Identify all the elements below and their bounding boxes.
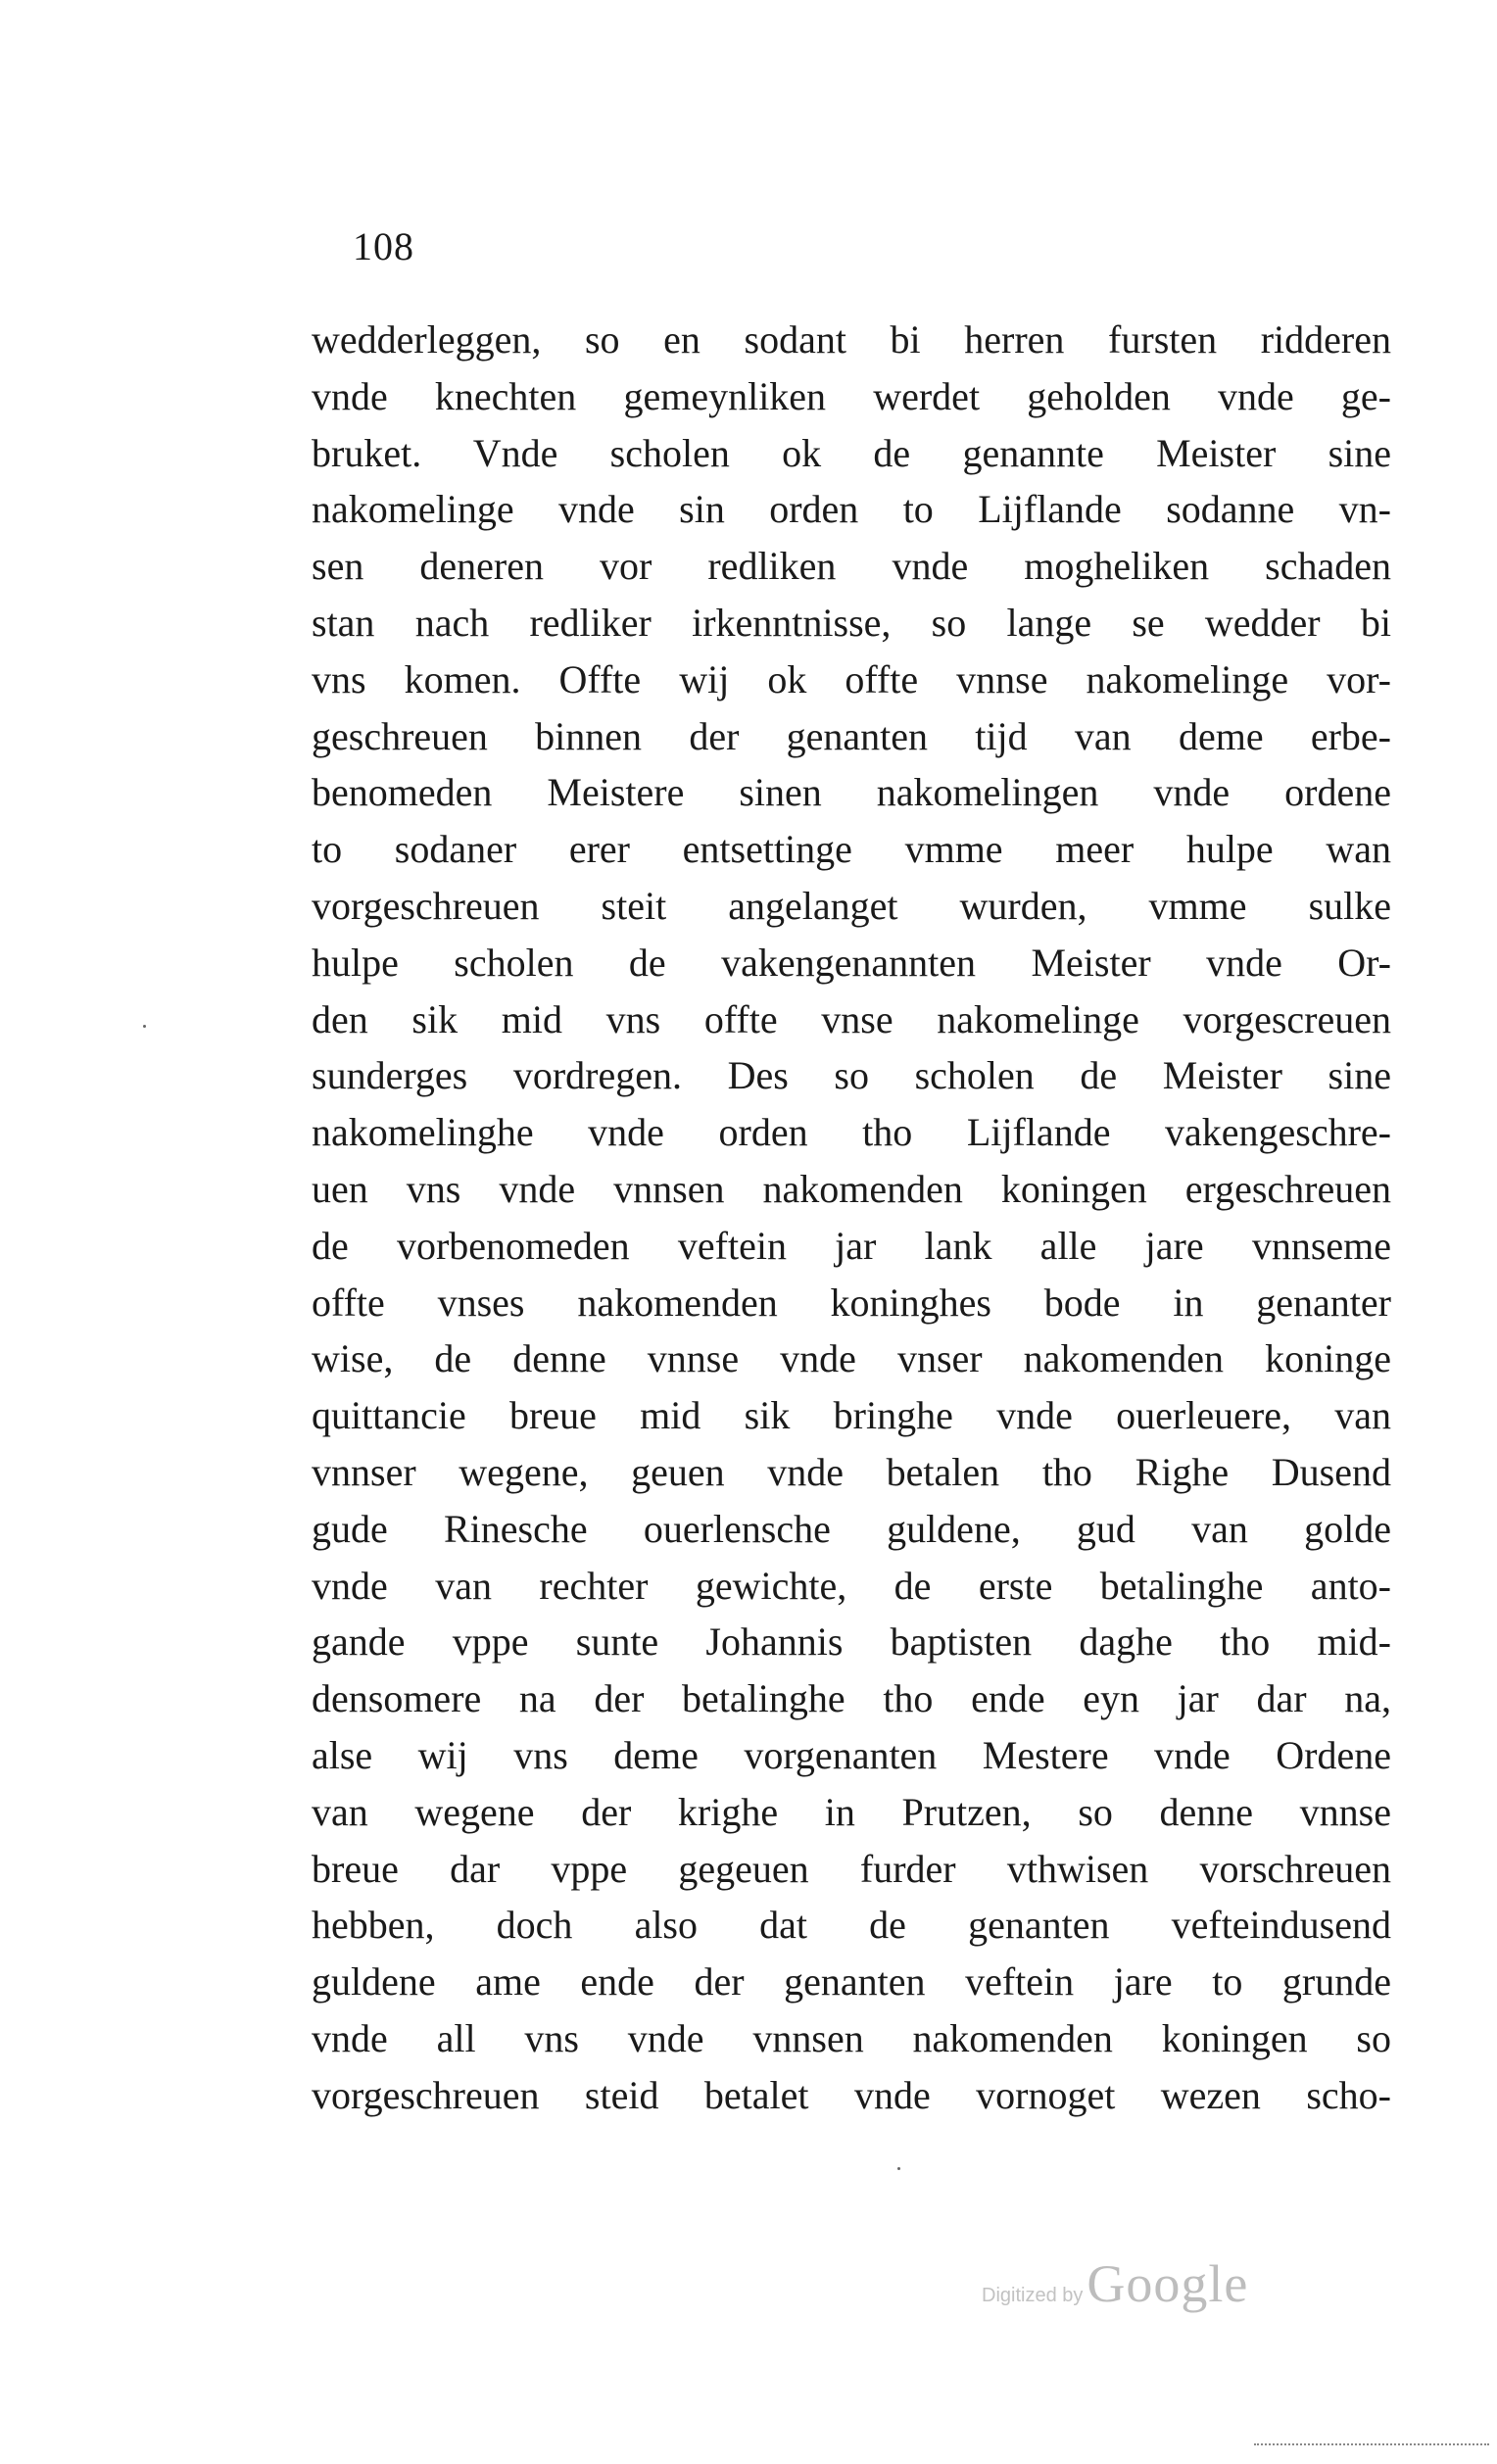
text-line: vorgeschreuen steid betalet vnde vornoget wezen scho- [312,2072,1391,2117]
text-line: de vorbenomeden veftein jar lank alle jare vnnseme [312,1223,1391,1268]
google-logo: Google [1087,2254,1249,2313]
text-line: geschreuen binnen der genanten tijd van deme erbe- [312,713,1391,758]
text-line: hulpe scholen de vakengenannten Meister vnde Or- [312,940,1391,985]
text-line: vnnser wegene, geuen vnde betalen tho Righe Dusend [312,1449,1391,1494]
text-line: den sik mid vns offte vnse nakomelinge vorgescreuen [312,996,1391,1041]
text-line: vnde van rechter gewichte, de erste betalinghe anto- [312,1563,1391,1608]
text-line: stan nach redliker irkenntnisse, so lange se wedder bi [312,600,1391,645]
text-line: van wegene der krighe in Prutzen, so denne vnnse [312,1789,1391,1834]
text-line: sunderges vordregen. Des so scholen de Meister sine [312,1053,1391,1098]
text-line: vnde all vns vnde vnnsen nakomenden koningen so [312,2015,1391,2060]
text-line: gude Rinesche ouerlensche guldene, gud van golde [312,1506,1391,1551]
text-line: wise, de denne vnnse vnde vnser nakomenden koninge [312,1336,1391,1381]
text-line: nakomelinghe vnde orden tho Lijflande vakengeschre- [312,1110,1391,1155]
scan-edge-marks [1254,2443,1489,2449]
text-line: wedderleggen, so en sodant bi herren fursten ridderen [312,317,1391,362]
text-line: breue dar vppe gegeuen furder vthwisen vorschreuen [312,1846,1391,1891]
text-line: vnde knechten gemeynliken werdet geholden vnde ge- [312,373,1391,418]
digitized-watermark [982,2253,1248,2312]
print-speck [143,1025,146,1028]
text-line: nakomelinge vnde sin orden to Lijflande sodanne vn- [312,487,1391,532]
text-line: to sodaner erer entsettinge vmme meer hulpe wan [312,827,1391,872]
text-line: sen deneren vor redliken vnde mogheliken schaden [312,544,1391,589]
text-line: uen vns vnde vnnsen nakomenden koningen ergeschreuen [312,1166,1391,1211]
text-line: hebben, doch also dat de genanten vefteindusend [312,1903,1391,1948]
text-line: gande vppe sunte Johannis baptisten daghe tho mid- [312,1619,1391,1665]
text-line: bruket. Vnde scholen ok de genannte Meister sine [312,430,1391,475]
body-text [312,312,1391,2124]
text-line: vns komen. Offte wij ok offte vnnse nakomelinge vor- [312,656,1391,701]
text-line: guldene ame ende der genanten veftein jare to grunde [312,1959,1391,2005]
text-line: densomere na der betalinghe tho ende eyn jar dar na, [312,1676,1391,1721]
print-speck [897,2167,900,2170]
page-number: 108 [353,224,414,268]
text-line: benomeden Meistere sinen nakomelingen vnde ordene [312,770,1391,815]
text-line: quittancie breue mid sik bringhe vnde ouerleuere, van [312,1393,1391,1438]
watermark-prefix: Digitized by [982,2285,1084,2306]
text-line: alse wij vns deme vorgenanten Mestere vnde Ordene [312,1732,1391,1777]
text-line: offte vnses nakomenden koninghes bode in genanter [312,1280,1391,1325]
text-line: vorgeschreuen steit angelanget wurden, vmme sulke [312,883,1391,928]
